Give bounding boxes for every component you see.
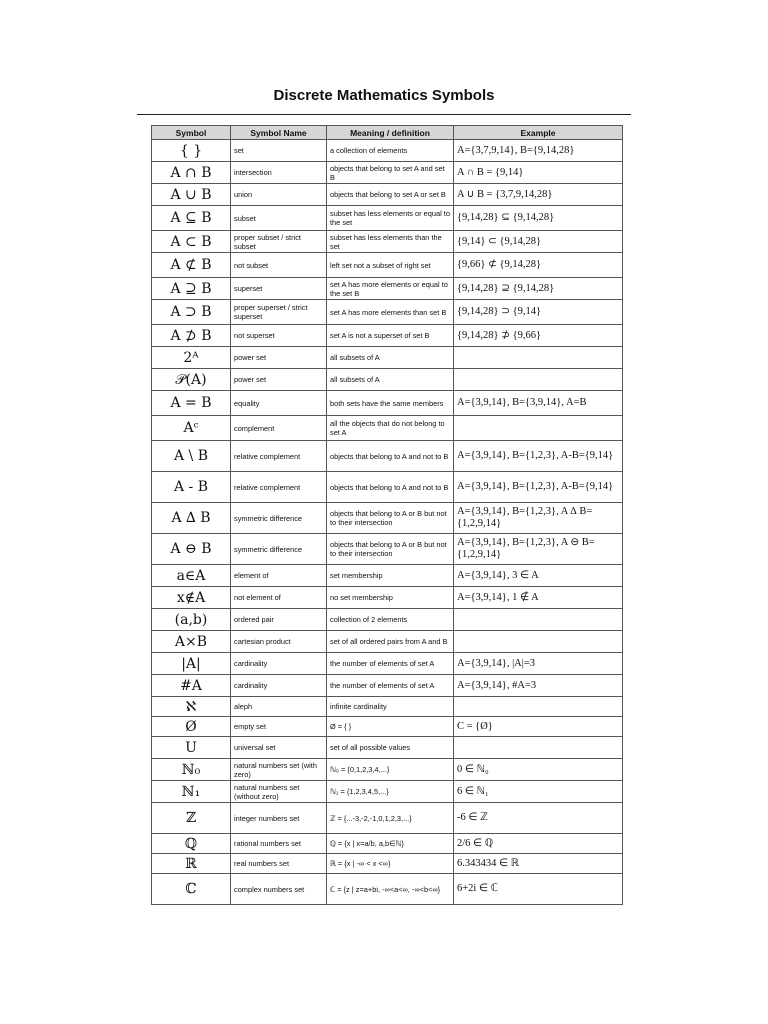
meaning-cell: the number of elements of set A xyxy=(327,675,454,697)
table-row xyxy=(152,874,623,905)
table-row xyxy=(152,631,623,653)
table-row xyxy=(152,369,623,391)
example-cell: 6.343434 ∈ ℝ xyxy=(454,854,623,874)
symbol-cell: ℕ₀ xyxy=(152,759,231,781)
example-cell: A={3,9,14}, #A=3 xyxy=(454,675,623,697)
example-cell: A={3,7,9,14}, B={9,14,28} xyxy=(454,140,623,162)
symbol-cell: A - B xyxy=(152,472,231,503)
meaning-cell: collection of 2 elements xyxy=(327,609,454,631)
symbol-cell: A ∆ B xyxy=(152,503,231,534)
symbol-cell: 2ᴬ xyxy=(152,347,231,369)
symbol-name-cell: cardinality xyxy=(231,653,327,675)
meaning-cell: objects that belong to A and not to B xyxy=(327,472,454,503)
example-cell xyxy=(454,347,623,369)
example-cell: {9,14} ⊂ {9,14,28} xyxy=(454,231,623,253)
example-cell: {9,14,28} ⊇ {9,14,28} xyxy=(454,278,623,300)
symbol-name-cell: empty set xyxy=(231,717,327,737)
meaning-cell: all subsets of A xyxy=(327,369,454,391)
table-row xyxy=(152,416,623,441)
header-example: Example xyxy=(454,126,623,140)
symbol-cell: |A| xyxy=(152,653,231,675)
meaning-cell: subset has less elements or equal to the set xyxy=(327,206,454,231)
example-cell: {9,14,28} ⊅ {9,66} xyxy=(454,325,623,347)
table-row xyxy=(152,781,623,803)
symbol-cell: ℝ xyxy=(152,854,231,874)
symbol-cell: ℵ xyxy=(152,697,231,717)
table-row xyxy=(152,278,623,300)
symbol-cell: A = B xyxy=(152,391,231,416)
table-row xyxy=(152,717,623,737)
header-symbol-name: Symbol Name xyxy=(231,126,327,140)
meaning-cell: Ø = { } xyxy=(327,717,454,737)
meaning-cell: set A is not a superset of set B xyxy=(327,325,454,347)
table-header-row xyxy=(152,126,623,140)
symbol-name-cell: proper subset / strict subset xyxy=(231,231,327,253)
table-row xyxy=(152,231,623,253)
meaning-cell: ℤ = {...-3,-2,-1,0,1,2,3,...} xyxy=(327,803,454,834)
symbol-cell: x∉A xyxy=(152,587,231,609)
symbol-cell: 𝒫(A) xyxy=(152,369,231,391)
symbol-cell: { } xyxy=(152,140,231,162)
example-cell: A={3,9,14}, B={1,2,3}, A-B={9,14} xyxy=(454,441,623,472)
meaning-cell: all subsets of A xyxy=(327,347,454,369)
symbol-cell: A ⊅ B xyxy=(152,325,231,347)
table-row xyxy=(152,675,623,697)
meaning-cell: ℝ = {x | -∞ < x <∞} xyxy=(327,854,454,874)
symbol-cell: A ⊇ B xyxy=(152,278,231,300)
example-cell xyxy=(454,631,623,653)
symbol-cell: U xyxy=(152,737,231,759)
symbol-cell: ℕ₁ xyxy=(152,781,231,803)
symbol-name-cell: equality xyxy=(231,391,327,416)
meaning-cell: ℕ₁ = {1,2,3,4,5,...} xyxy=(327,781,454,803)
symbol-name-cell: complement xyxy=(231,416,327,441)
symbol-cell: A \ B xyxy=(152,441,231,472)
table-row xyxy=(152,347,623,369)
example-cell xyxy=(454,737,623,759)
table-row xyxy=(152,534,623,565)
table-row xyxy=(152,206,623,231)
meaning-cell: objects that belong to set A and set B xyxy=(327,162,454,184)
table-row xyxy=(152,441,623,472)
example-cell: 6 ∈ ℕ₁ xyxy=(454,781,623,803)
example-cell: {9,66} ⊄ {9,14,28} xyxy=(454,253,623,278)
symbol-cell: A ∩ B xyxy=(152,162,231,184)
meaning-cell: left set not a subset of right set xyxy=(327,253,454,278)
symbol-cell: (a,b) xyxy=(152,609,231,631)
symbol-cell: A ⊂ B xyxy=(152,231,231,253)
example-cell: -6 ∈ ℤ xyxy=(454,803,623,834)
table-row xyxy=(152,325,623,347)
symbol-cell: a∈A xyxy=(152,565,231,587)
example-cell: A={3,9,14}, B={1,2,3}, A-B={9,14} xyxy=(454,472,623,503)
symbol-cell: ℤ xyxy=(152,803,231,834)
symbol-name-cell: cardinality xyxy=(231,675,327,697)
symbol-name-cell: cartesian product xyxy=(231,631,327,653)
table-body xyxy=(152,140,623,905)
symbol-name-cell: union xyxy=(231,184,327,206)
symbol-name-cell: proper superset / strict superset xyxy=(231,300,327,325)
example-cell xyxy=(454,416,623,441)
meaning-cell: objects that belong to set A or set B xyxy=(327,184,454,206)
table-row xyxy=(152,503,623,534)
table-row xyxy=(152,300,623,325)
symbol-name-cell: relative complement xyxy=(231,441,327,472)
symbol-name-cell: rational numbers set xyxy=(231,834,327,854)
meaning-cell: objects that belong to A or B but not to their intersection xyxy=(327,534,454,565)
meaning-cell: ℂ = {z | z=a+bi, -∞<a<∞, -∞<b<∞} xyxy=(327,874,454,905)
meaning-cell: ℕ₀ = {0,1,2,3,4,...} xyxy=(327,759,454,781)
symbol-cell: Ø xyxy=(152,717,231,737)
table-row xyxy=(152,140,623,162)
symbol-cell: A ⊃ B xyxy=(152,300,231,325)
meaning-cell: ℚ = {x | x=a/b, a,b∈ℕ} xyxy=(327,834,454,854)
example-cell: 6+2i ∈ ℂ xyxy=(454,874,623,905)
table-row xyxy=(152,472,623,503)
symbol-cell: A ⊄ B xyxy=(152,253,231,278)
meaning-cell: the number of elements of set A xyxy=(327,653,454,675)
meaning-cell: set A has more elements than set B xyxy=(327,300,454,325)
table-row xyxy=(152,162,623,184)
page-title: Discrete Mathematics Symbols xyxy=(273,87,495,104)
symbol-cell: ℂ xyxy=(152,874,231,905)
table-row xyxy=(152,565,623,587)
header-symbol: Symbol xyxy=(152,126,231,140)
symbol-name-cell: aleph xyxy=(231,697,327,717)
symbol-name-cell: integer numbers set xyxy=(231,803,327,834)
table-row xyxy=(152,653,623,675)
symbol-name-cell: complex numbers set xyxy=(231,874,327,905)
symbol-name-cell: symmetric difference xyxy=(231,503,327,534)
meaning-cell: a collection of elements xyxy=(327,140,454,162)
example-cell: A={3,9,14}, 1 ∉ A xyxy=(454,587,623,609)
symbol-name-cell: universal set xyxy=(231,737,327,759)
title-divider xyxy=(137,114,631,115)
example-cell: A={3,9,14}, B={3,9,14}, A=B xyxy=(454,391,623,416)
symbol-name-cell: not element of xyxy=(231,587,327,609)
symbols-table xyxy=(151,125,623,905)
symbol-cell: A ⊖ B xyxy=(152,534,231,565)
symbol-name-cell: natural numbers set (with zero) xyxy=(231,759,327,781)
symbol-name-cell: intersection xyxy=(231,162,327,184)
symbol-name-cell: ordered pair xyxy=(231,609,327,631)
meaning-cell: no set membership xyxy=(327,587,454,609)
table-row xyxy=(152,697,623,717)
example-cell: 2/6 ∈ ℚ xyxy=(454,834,623,854)
meaning-cell: objects that belong to A or B but not to their intersection xyxy=(327,503,454,534)
example-cell: A ∩ B = {9,14} xyxy=(454,162,623,184)
table-row xyxy=(152,587,623,609)
meaning-cell: subset has less elements than the set xyxy=(327,231,454,253)
example-cell xyxy=(454,369,623,391)
symbol-name-cell: subset xyxy=(231,206,327,231)
meaning-cell: infinite cardinality xyxy=(327,697,454,717)
symbol-name-cell: power set xyxy=(231,369,327,391)
meaning-cell: set membership xyxy=(327,565,454,587)
symbol-name-cell: symmetric difference xyxy=(231,534,327,565)
symbol-name-cell: superset xyxy=(231,278,327,300)
example-cell: 0 ∈ ℕ₀ xyxy=(454,759,623,781)
example-cell xyxy=(454,609,623,631)
meaning-cell: set of all possible values xyxy=(327,737,454,759)
table-row xyxy=(152,854,623,874)
symbol-cell: A×B xyxy=(152,631,231,653)
meaning-cell: all the objects that do not belong to set A xyxy=(327,416,454,441)
example-cell: C = {Ø} xyxy=(454,717,623,737)
table-row xyxy=(152,834,623,854)
symbol-cell: A ⊆ B xyxy=(152,206,231,231)
example-cell: {9,14,28} ⊃ {9,14} xyxy=(454,300,623,325)
table-row xyxy=(152,759,623,781)
meaning-cell: both sets have the same members xyxy=(327,391,454,416)
example-cell: A={3,9,14}, B={1,2,3}, A ∆ B={1,2,9,14} xyxy=(454,503,623,534)
symbol-name-cell: element of xyxy=(231,565,327,587)
symbol-name-cell: not superset xyxy=(231,325,327,347)
table-row xyxy=(152,253,623,278)
symbol-cell: #A xyxy=(152,675,231,697)
header-meaning: Meaning / definition xyxy=(327,126,454,140)
symbol-name-cell: natural numbers set (without zero) xyxy=(231,781,327,803)
example-cell: {9,14,28} ⊆ {9,14,28} xyxy=(454,206,623,231)
table-row xyxy=(152,803,623,834)
table-row xyxy=(152,391,623,416)
symbol-cell: ℚ xyxy=(152,834,231,854)
table-row xyxy=(152,737,623,759)
symbol-name-cell: not subset xyxy=(231,253,327,278)
table-row xyxy=(152,609,623,631)
meaning-cell: set A has more elements or equal to the set B xyxy=(327,278,454,300)
symbol-name-cell: power set xyxy=(231,347,327,369)
example-cell: A={3,9,14}, |A|=3 xyxy=(454,653,623,675)
symbol-cell: A ∪ B xyxy=(152,184,231,206)
example-cell: A={3,9,14}, B={1,2,3}, A ⊖ B={1,2,9,14} xyxy=(454,534,623,565)
symbol-name-cell: set xyxy=(231,140,327,162)
meaning-cell: set of all ordered pairs from A and B xyxy=(327,631,454,653)
meaning-cell: objects that belong to A and not to B xyxy=(327,441,454,472)
symbol-name-cell: relative complement xyxy=(231,472,327,503)
example-cell: A ∪ B = {3,7,9,14,28} xyxy=(454,184,623,206)
symbol-name-cell: real numbers set xyxy=(231,854,327,874)
example-cell xyxy=(454,697,623,717)
example-cell: A={3,9,14}, 3 ∈ A xyxy=(454,565,623,587)
symbol-cell: Aᶜ xyxy=(152,416,231,441)
table-row xyxy=(152,184,623,206)
